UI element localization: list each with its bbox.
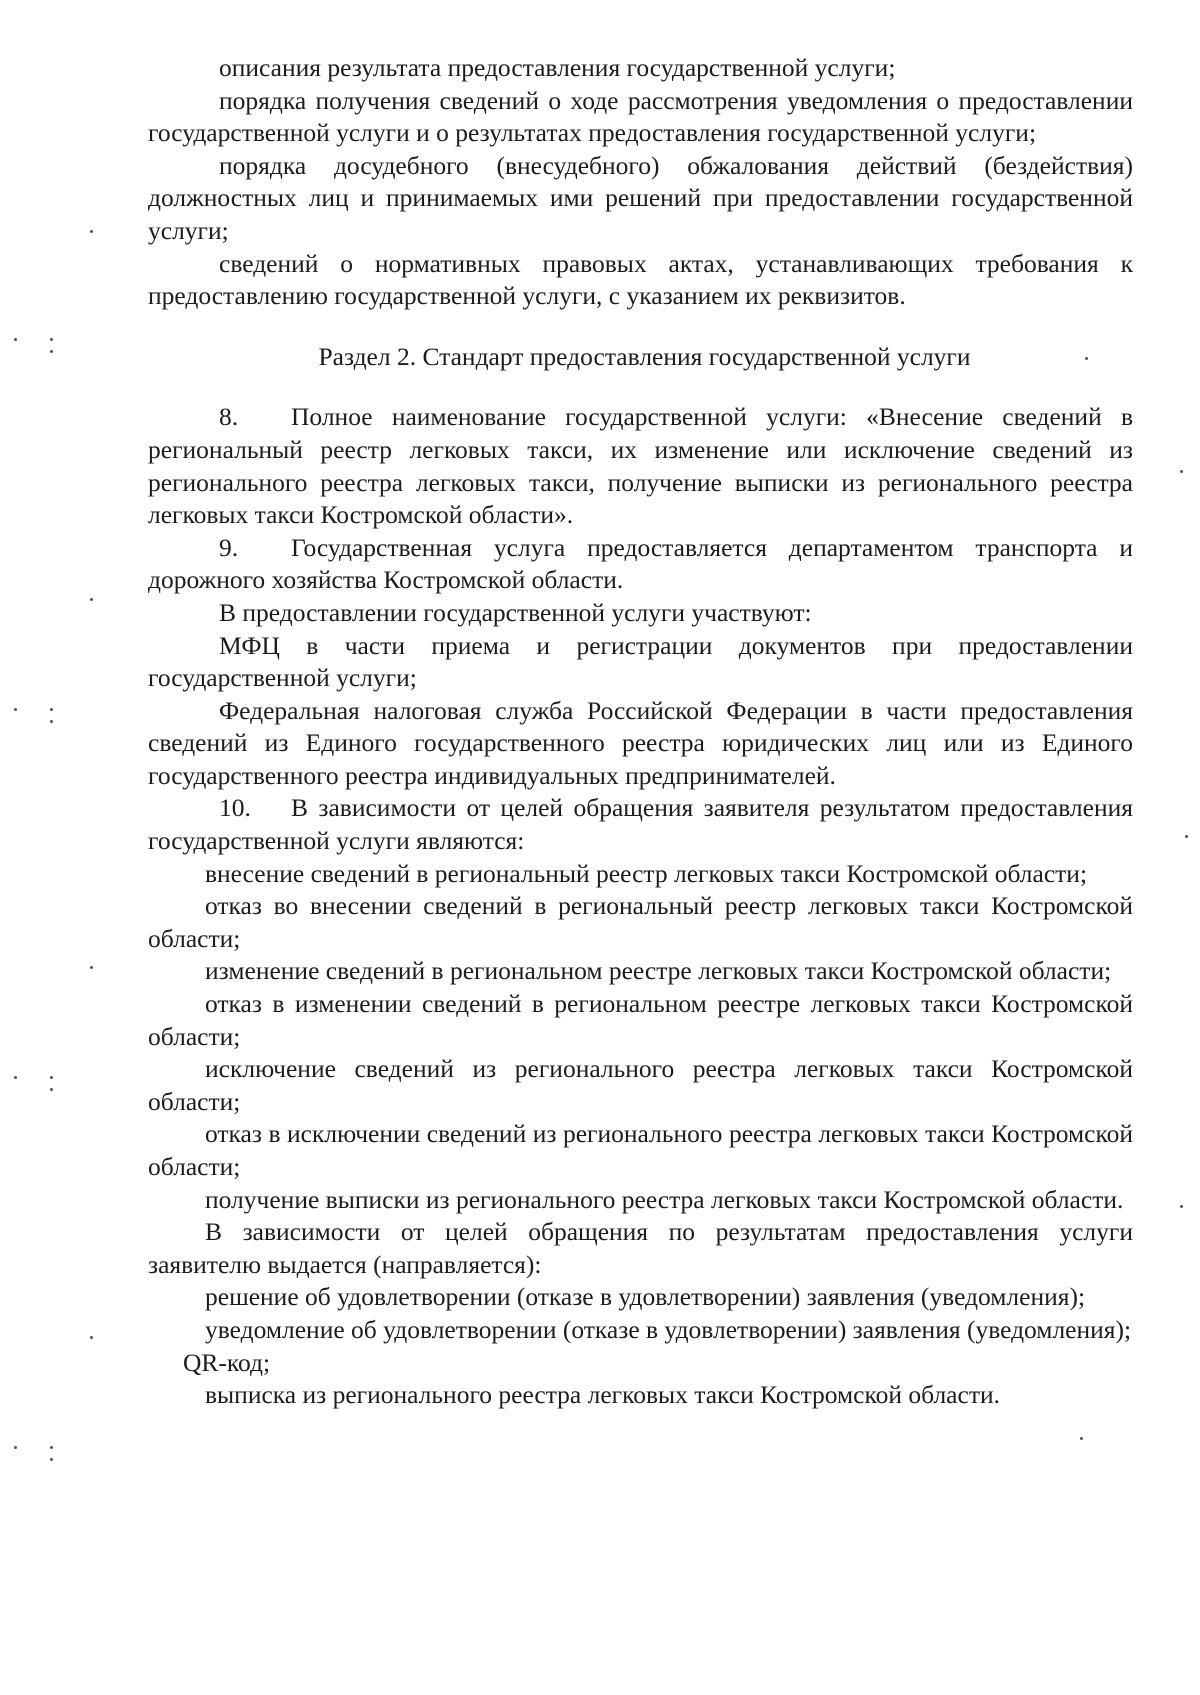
scan-speck [1085, 357, 1088, 360]
paragraph-legal-acts: сведений о нормативных правовых актах, устанавливающих требования к предоставлению государственной услуги, с указанием их реквизитов. [148, 248, 1133, 311]
result-exclude-refusal: отказ в исключении сведений из регионального реестра легковых такси Костромской области; [148, 1119, 1133, 1181]
issued-decision: решение об удовлетворении (отказе в удовлетворении) заявления (уведомления); [205, 1282, 1086, 1312]
paragraph-issued: В зависимости от целей обращения по результатам предоставления услуги заявителю выдается (направляется): [148, 1217, 1133, 1279]
paragraph-participants: В предоставлении государственной услуги участвуют: [219, 597, 812, 627]
scan-speck [1080, 1437, 1083, 1440]
paragraph-tax-service: Федеральная налоговая служба Российской Федерации в части предоставления сведений из Единого государственного реестра юридических лиц или из Единого государственного реестра индивидуальных предпринимателей. [148, 695, 1133, 790]
item-8-text: Полное наименование государственной услуги: «Внесение сведений в региональный реестр легковых такси, их изменение или исключение сведений из регионального реестра легковых такси, получение выписки из регионального реестра легковых такси Костромской области». [148, 402, 1133, 530]
document-body [148, 52, 1133, 1412]
scan-speck [90, 598, 93, 601]
item-8-number: 8. [219, 402, 239, 432]
paragraph-progress-info: порядка получения сведений о ходе рассмотрения уведомления о предоставлении государственной услуги и о результатах предоставления государственной услуги; [148, 85, 1133, 148]
result-include: внесение сведений в региональный реестр легковых такси Костромской области; [205, 858, 1088, 888]
scan-speck [50, 338, 53, 341]
paragraph-result-description: описания результата предоставления государственной услуги; [219, 53, 896, 82]
scan-speck [50, 1088, 53, 1091]
issued-qr-code: QR-код; [183, 1347, 271, 1377]
issued-notice: уведомление об удовлетворении (отказе в удовлетворении) заявления (уведомления); [205, 1314, 1132, 1344]
result-extract: получение выписки из регионального реестра легковых такси Костромской области. [205, 1184, 1124, 1214]
result-change-refusal: отказ в изменении сведений в региональном реестре легковых такси Костромской области; [148, 989, 1133, 1051]
scan-speck [1180, 470, 1183, 473]
scan-speck [14, 338, 17, 341]
scan-speck [50, 1076, 53, 1079]
scan-speck [1185, 835, 1188, 838]
scan-speck [50, 720, 53, 723]
item-8 [148, 401, 1133, 531]
scan-speck [14, 1076, 17, 1079]
scan-speck [90, 230, 93, 233]
item-9-number: 9. [219, 532, 239, 562]
scan-speck [1180, 1205, 1183, 1208]
scan-speck [90, 966, 93, 969]
item-10-text: В зависимости от целей обращения заявителя результатом предоставления государственной услуги являются: [148, 793, 1133, 856]
scan-speck [50, 1458, 53, 1461]
scan-speck [50, 1446, 53, 1449]
scan-speck [50, 350, 53, 353]
paragraph-appeal-procedure: порядка досудебного (внесудебного) обжалования действий (бездействия) должностных лиц и принимаемых ими решений при предоставлении государственной услуги; [148, 150, 1133, 245]
result-include-refusal: отказ во внесении сведений в региональный реестр легковых такси Костромской области; [148, 891, 1133, 953]
scan-speck [50, 708, 53, 711]
item-10-number: 10. [219, 793, 251, 823]
result-change: изменение сведений в региональном реестре легковых такси Костромской области; [205, 956, 1112, 986]
scan-speck [14, 1446, 17, 1449]
item-9-text: Государственная услуга предоставляется департаментом транспорта и дорожного хозяйства Костромской области. [148, 532, 1133, 595]
scan-speck [90, 1336, 93, 1339]
item-10 [148, 792, 1133, 857]
item-9 [148, 532, 1133, 597]
paragraph-mfc: МФЦ в части приема и регистрации документов при предоставлении государственной услуги; [148, 630, 1133, 693]
issued-extract: выписка из регионального реестра легковых такси Костромской области. [205, 1380, 1000, 1410]
result-exclude: исключение сведений из регионального реестра легковых такси Костромской области; [148, 1054, 1133, 1116]
scan-speck [14, 708, 17, 711]
section-heading: Раздел 2. Стандарт предоставления государственной услуги [318, 341, 971, 371]
